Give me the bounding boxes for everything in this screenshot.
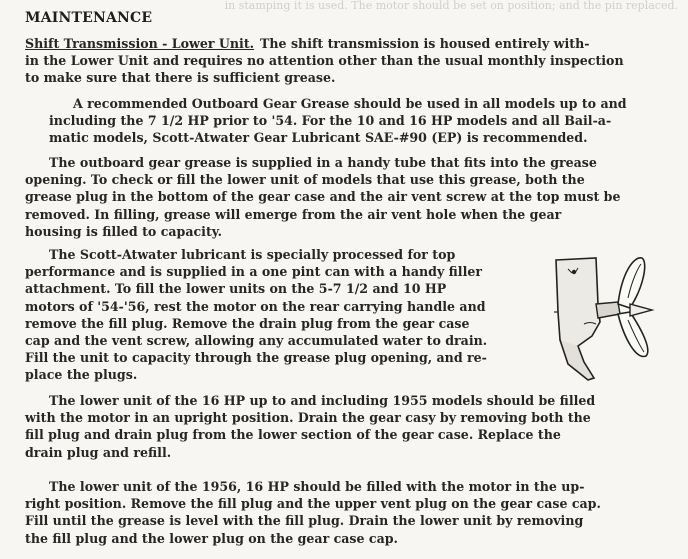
paragraph-line: remove the fill plug. Remove the drain plug from the gear case (25, 315, 470, 331)
propeller-gearcase-icon (548, 252, 668, 387)
paragraph-line: with the motor in an upright position. Drain the gear casy by removing both the (25, 410, 591, 426)
line-text: The shift transmission is housed entirely with- (260, 36, 590, 51)
paragraph-gear-grease (25, 95, 670, 147)
paragraph-line: performance and is supplied in a one pint can with a handy filler (25, 264, 483, 280)
outboard-lower-unit-illustration (548, 252, 668, 387)
paragraph-line: motors of '54-'56, rest the motor on the rear carrying handle and (25, 298, 486, 314)
paragraph-line: The Scott-Atwater lubricant is specially processed for top (49, 247, 456, 262)
paragraph-line: grease plug in the bottom of the gear case and the air vent screw at the top must be (25, 189, 621, 205)
paragraph-line: attachment. To fill the lower units on the 5-7 1/2 and 10 HP (25, 281, 447, 297)
bleed-through-text: in stamping it is used. The motor should be set on position; and the pin replaced. (224, 0, 678, 12)
paragraph-line (25, 35, 670, 52)
paragraph-line: Fill the unit to capacity through the grease plug opening, and re- (25, 350, 487, 366)
paragraph-line: A recommended Outboard Gear Grease should be used in all models up to and (73, 96, 627, 111)
paragraph-line: in the Lower Unit and requires no attention other than the usual monthly inspection (25, 53, 624, 69)
paragraph-line: the fill plug and the lower plug on the gear case cap. (25, 530, 398, 546)
paragraph-line: place the plugs. (25, 367, 138, 383)
paragraph-line: matic models, Scott-Atwater Gear Lubricant SAE-#90 (EP) is recommended. (49, 130, 588, 146)
subheading-shift-transmission: Shift Transmission - Lower Unit. (25, 36, 255, 51)
paragraph-shift-transmission (25, 35, 670, 87)
paragraph-line: removed. In filling, grease will emerge from the air vent hole when the gear (25, 206, 562, 222)
paragraph-line: to make sure that there is sufficient grease. (25, 70, 336, 86)
paragraph-grease-tube (25, 154, 670, 240)
paragraph-line: drain plug and refill. (25, 444, 172, 460)
paragraph-16hp-1955 (25, 392, 670, 461)
paragraph-line: cap and the vent screw, allowing any accumulated water to drain. (25, 333, 488, 349)
paragraph-line: The lower unit of the 16 HP up to and including 1955 models should be filled (49, 393, 596, 408)
paragraph-line: Fill until the grease is level with the fill plug. Drain the lower unit by removing (25, 513, 584, 529)
paragraph-line: including the 7 1/2 HP prior to '54. For the 10 and 16 HP models and all Bail-a- (49, 113, 612, 129)
paragraph-line: right position. Remove the fill plug and the upper vent plug on the gear case cap. (25, 496, 601, 512)
paragraph-16hp-1956 (25, 478, 670, 547)
paragraph-line: opening. To check or fill the lower unit of models that use this grease, both the (25, 172, 585, 188)
paragraph-line: fill plug and drain plug from the lower section of the gear case. Replace the (25, 427, 561, 443)
paragraph-line: housing is filled to capacity. (25, 223, 223, 239)
paragraph-line: The lower unit of the 1956, 16 HP should be filled with the motor in the up- (49, 479, 585, 494)
paragraph-line: The outboard gear grease is supplied in a handy tube that fits into the grease (49, 155, 597, 170)
section-heading: MAINTENANCE (25, 10, 153, 26)
paragraph-scott-atwater-lubricant (25, 246, 535, 384)
